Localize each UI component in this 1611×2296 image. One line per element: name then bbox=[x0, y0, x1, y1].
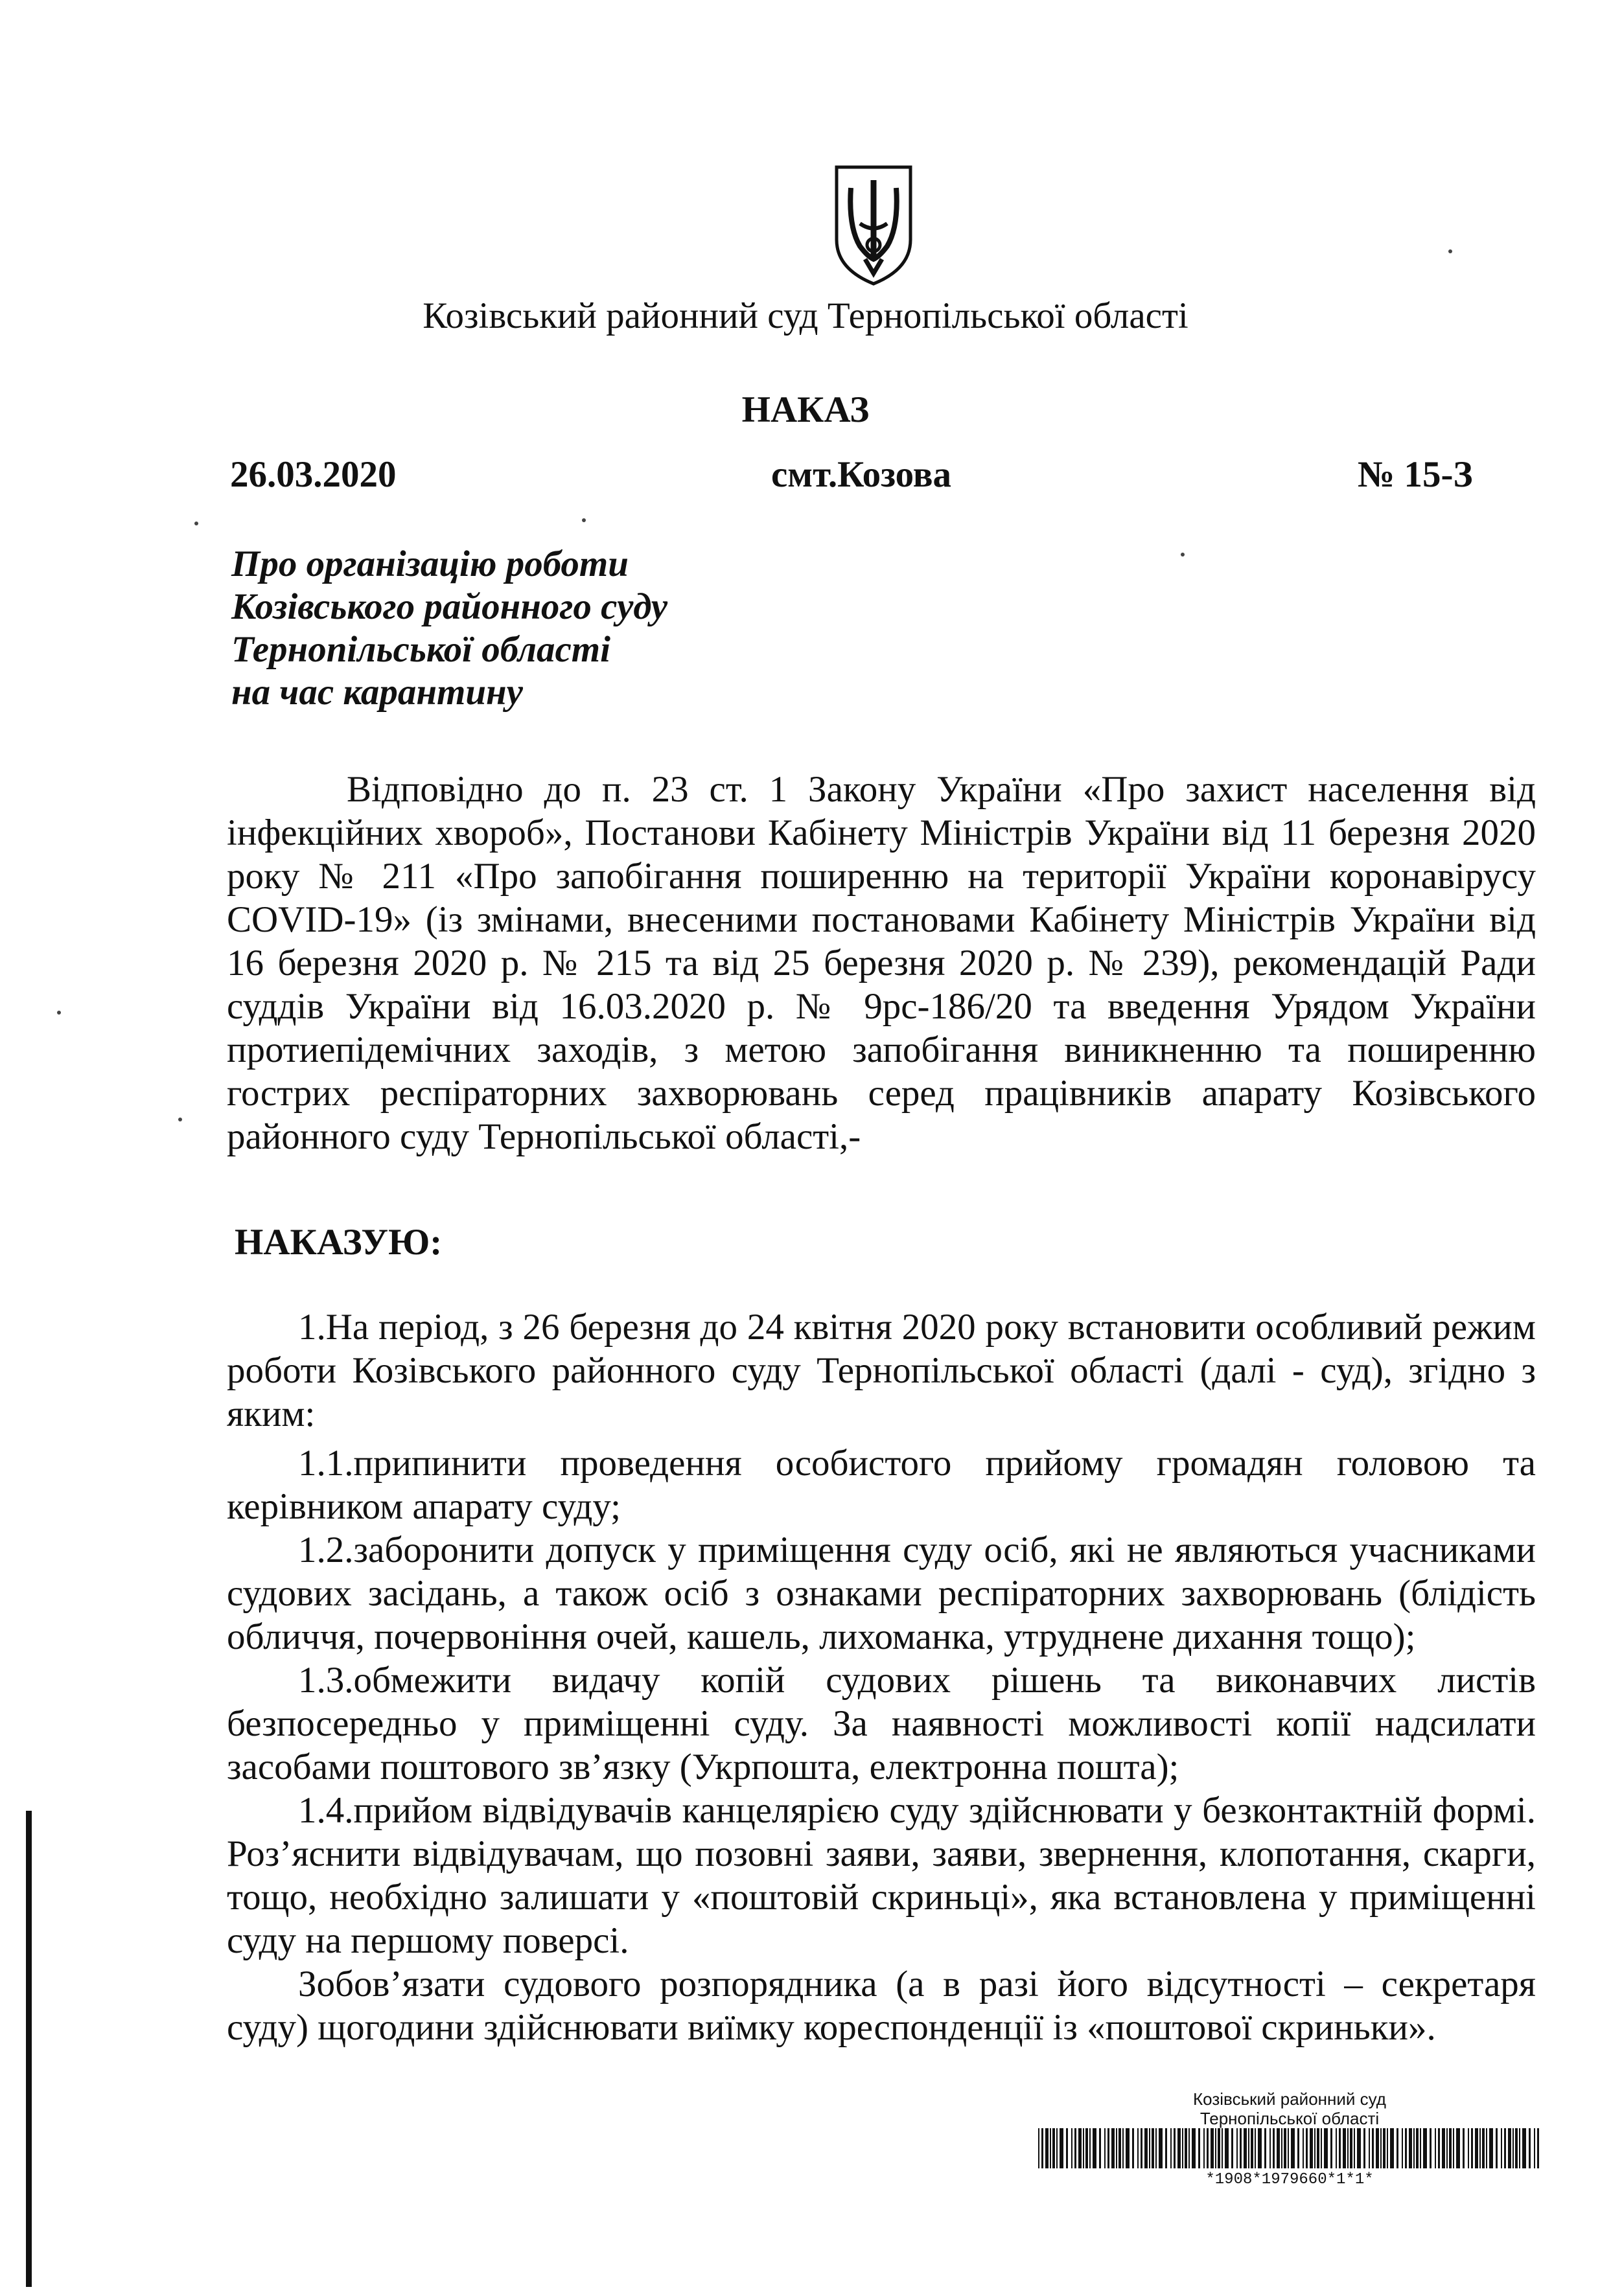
scan-edge-line bbox=[26, 1811, 32, 2287]
barcode-bar bbox=[1218, 2128, 1220, 2168]
stamp-region: Тернопільської області bbox=[1200, 2109, 1380, 2128]
barcode-bar bbox=[1420, 2128, 1421, 2168]
barcode-bar bbox=[1078, 2128, 1082, 2168]
stamp-court-name: Козівський районний суд bbox=[1193, 2089, 1386, 2109]
barcode-bar bbox=[1317, 2128, 1319, 2168]
barcode-bar bbox=[1188, 2128, 1190, 2168]
scan-speck bbox=[1448, 249, 1452, 253]
barcode-bar bbox=[1182, 2128, 1183, 2168]
barcode-bar bbox=[1397, 2128, 1398, 2168]
barcode-bar bbox=[1038, 2128, 1039, 2168]
barcode-number: *1908*1979660*1*1* bbox=[1205, 2171, 1374, 2188]
item-1-paragraph: 1.На період, з 26 березня до 24 квітня 2020 року встановити особливий режим роботи Козівського районного суду Тернопільської області (далі - суд), згідно з яким: bbox=[227, 1307, 1536, 1434]
barcode-bar bbox=[1177, 2128, 1181, 2168]
order-place: смт.Козова bbox=[771, 454, 952, 495]
scan-speck bbox=[57, 1011, 61, 1015]
barcode-bar bbox=[1435, 2128, 1436, 2168]
barcode-bar bbox=[1056, 2128, 1058, 2168]
barcode-bar bbox=[1347, 2128, 1349, 2168]
barcode-bar bbox=[1215, 2128, 1216, 2168]
barcode-bar bbox=[1336, 2128, 1337, 2168]
barcode-bar bbox=[1264, 2128, 1266, 2168]
barcode-bar bbox=[1137, 2128, 1139, 2168]
barcode-bar bbox=[1041, 2128, 1043, 2168]
barcode-bar bbox=[1357, 2128, 1361, 2168]
barcode-bar bbox=[1116, 2128, 1117, 2168]
subject-line: Козівського районного суду bbox=[231, 586, 668, 627]
barcode-bar bbox=[1376, 2128, 1379, 2168]
barcode-bar bbox=[1489, 2128, 1493, 2168]
barcode-bar bbox=[1504, 2128, 1506, 2168]
barcode-bar bbox=[1534, 2128, 1535, 2168]
barcode-bar bbox=[1496, 2128, 1498, 2168]
barcode-bar bbox=[1522, 2128, 1526, 2168]
barcode-bar bbox=[1442, 2128, 1445, 2168]
barcode-bar bbox=[1456, 2128, 1460, 2168]
barcode-bar bbox=[1519, 2128, 1520, 2168]
barcode-bar bbox=[1083, 2128, 1084, 2168]
barcode-bar bbox=[1501, 2128, 1502, 2168]
barcode-bar bbox=[1314, 2128, 1315, 2168]
barcode-bar bbox=[1273, 2128, 1275, 2168]
barcode-bar bbox=[1222, 2128, 1223, 2168]
barcode-bar bbox=[1159, 2128, 1163, 2168]
barcode-bar bbox=[1066, 2128, 1068, 2168]
barcode-bar bbox=[1231, 2128, 1233, 2168]
barcode-bar bbox=[1321, 2128, 1322, 2168]
barcode-bar bbox=[1277, 2128, 1280, 2168]
order-date: 26.03.2020 bbox=[230, 454, 397, 495]
barcode-bar bbox=[1479, 2128, 1481, 2168]
court-name: Козівський районний суд Тернопільської області bbox=[423, 295, 1188, 336]
barcode-bar bbox=[1050, 2128, 1051, 2168]
barcode-bar bbox=[1310, 2128, 1313, 2168]
barcode-bar bbox=[1251, 2128, 1253, 2168]
barcode-bar bbox=[1240, 2128, 1242, 2168]
coat-of-arms-emblem bbox=[831, 162, 916, 288]
barcode-bar bbox=[1152, 2128, 1154, 2168]
barcode-bar bbox=[1132, 2128, 1134, 2168]
barcode-bar bbox=[1405, 2128, 1407, 2168]
barcode-bar bbox=[1089, 2128, 1091, 2168]
subitem-1-2: 1.2.заборонити допуск у приміщення суду осіб, які не являються учасниками судових засідань, а також осіб з ознаками респіраторних захворювань (блідість обличчя, почервоніння очей, кашель, лихоманка, утруднене дихання тощо); bbox=[227, 1530, 1536, 1657]
barcode-bar bbox=[1099, 2128, 1101, 2168]
barcode-bar bbox=[1508, 2128, 1511, 2168]
barcode-bar bbox=[1537, 2128, 1539, 2168]
barcode-bar bbox=[1423, 2128, 1427, 2168]
barcode-bar bbox=[1225, 2128, 1229, 2168]
barcode-bar bbox=[1122, 2128, 1124, 2168]
barcode-bar bbox=[1446, 2128, 1448, 2168]
barcode-bar bbox=[1192, 2128, 1196, 2168]
subject-line: Про організацію роботи bbox=[231, 544, 629, 584]
barcode-bar bbox=[1306, 2128, 1308, 2168]
barcode-bar bbox=[1269, 2128, 1271, 2168]
barcode-bar bbox=[1052, 2128, 1055, 2168]
barcode-bar bbox=[1369, 2128, 1370, 2168]
barcode-bar bbox=[1453, 2128, 1454, 2168]
registration-stamp bbox=[1037, 2089, 1542, 2199]
barcode-bar bbox=[1211, 2128, 1214, 2168]
barcode-bar bbox=[1207, 2128, 1209, 2168]
barcode-bar bbox=[1438, 2128, 1440, 2168]
scan-speck bbox=[582, 518, 586, 522]
order-title: НАКАЗ bbox=[741, 389, 870, 430]
barcode-bar bbox=[1363, 2128, 1365, 2168]
barcode-bar bbox=[1402, 2128, 1403, 2168]
barcode-bar bbox=[1118, 2128, 1121, 2168]
barcode-bar bbox=[1149, 2128, 1150, 2168]
barcode-bar bbox=[1284, 2128, 1286, 2168]
barcode-bar bbox=[1387, 2128, 1388, 2168]
barcode-image bbox=[1037, 2128, 1542, 2168]
barcode-bar bbox=[1413, 2128, 1415, 2168]
subitem-obligation: Зобов’язати судового розпорядника (а в разі його відсутності – секретаря суду) щогодини здійснювати виїмку кореспонденції із «поштової скриньки». bbox=[227, 1964, 1536, 2048]
scan-speck bbox=[194, 522, 198, 525]
barcode-bar bbox=[1486, 2128, 1487, 2168]
barcode-bar bbox=[1104, 2128, 1106, 2168]
barcode-bar bbox=[1303, 2128, 1304, 2168]
scan-speck bbox=[178, 1118, 182, 1121]
barcode-bar bbox=[1071, 2128, 1072, 2168]
barcode-bar bbox=[1343, 2128, 1346, 2168]
barcode-bar bbox=[1449, 2128, 1452, 2168]
order-number: № 15-З bbox=[1358, 454, 1473, 495]
barcode-bar bbox=[1236, 2128, 1238, 2168]
barcode-bar bbox=[1281, 2128, 1282, 2168]
barcode-bar bbox=[1529, 2128, 1531, 2168]
barcode-bar bbox=[1468, 2128, 1469, 2168]
barcode-bar bbox=[1430, 2128, 1431, 2168]
barcode-bar bbox=[1045, 2128, 1049, 2168]
barcode-bar bbox=[1060, 2128, 1063, 2168]
barcode-bar bbox=[1244, 2128, 1247, 2168]
barcode-bar bbox=[1475, 2128, 1478, 2168]
barcode-bar bbox=[1350, 2128, 1352, 2168]
barcode-bar bbox=[1297, 2128, 1299, 2168]
barcode-bar bbox=[1198, 2128, 1200, 2168]
barcode-bar bbox=[1354, 2128, 1355, 2168]
subject-line: на час карантину bbox=[231, 672, 523, 713]
barcode-bar bbox=[1512, 2128, 1514, 2168]
barcode-bar bbox=[1203, 2128, 1205, 2168]
barcode-bar bbox=[1085, 2128, 1088, 2168]
barcode-bar bbox=[1255, 2128, 1256, 2168]
barcode-bar bbox=[1409, 2128, 1412, 2168]
barcode-bar bbox=[1170, 2128, 1172, 2168]
barcode-bar bbox=[1383, 2128, 1385, 2168]
barcode-bar bbox=[1463, 2128, 1465, 2168]
barcode-bar bbox=[1248, 2128, 1249, 2168]
scan-speck bbox=[1181, 553, 1185, 557]
barcode-bar bbox=[1074, 2128, 1076, 2168]
barcode-bar bbox=[1126, 2128, 1130, 2168]
barcode-bar bbox=[1372, 2128, 1374, 2168]
order-directive-heading: НАКАЗУЮ: bbox=[235, 1222, 443, 1263]
barcode-bar bbox=[1174, 2128, 1176, 2168]
barcode-bar bbox=[1111, 2128, 1115, 2168]
subitem-1-1: 1.1.припинити проведення особистого прийому громадян головою та керівником апарату суду; bbox=[227, 1443, 1536, 1527]
barcode-bar bbox=[1165, 2128, 1167, 2168]
barcode-bar bbox=[1141, 2128, 1142, 2168]
barcode-bar bbox=[1185, 2128, 1187, 2168]
barcode-bar bbox=[1482, 2128, 1485, 2168]
barcode-bar bbox=[1416, 2128, 1419, 2168]
barcode-bar bbox=[1390, 2128, 1394, 2168]
barcode-bar bbox=[1288, 2128, 1289, 2168]
barcode-bar bbox=[1471, 2128, 1473, 2168]
barcode-bar bbox=[1107, 2128, 1109, 2168]
subject-line: Тернопільської області bbox=[231, 629, 610, 670]
subitems-list bbox=[227, 1441, 1536, 2049]
barcode-bar bbox=[1144, 2128, 1148, 2168]
barcode-bar bbox=[1093, 2128, 1096, 2168]
barcode-bar bbox=[1258, 2128, 1262, 2168]
subitem-1-4: 1.4.прийом відвідувачів канцелярією суду здійснювати у безконтактній формі. Роз’яснити відвідувачам, що позовні заяви, заяви, звернення, клопотання, скарги, тощо, необхідно залишати у «поштовій скриньці», яка встановлена у приміщенні суду на першому поверсі. bbox=[227, 1790, 1536, 1961]
barcode-bar bbox=[1324, 2128, 1328, 2168]
barcode-bar bbox=[1380, 2128, 1382, 2168]
barcode-bar bbox=[1155, 2128, 1157, 2168]
subitem-1-3: 1.3.обмежити видачу копій судових рішень та виконавчих листів безпосередньо у приміщенні суду. За наявності можливості копії надсилати засобами поштового зв’язку (Укрпошта, електронна пошта); bbox=[227, 1660, 1536, 1787]
barcode-bar bbox=[1515, 2128, 1518, 2168]
barcode-bar bbox=[1339, 2128, 1341, 2168]
preamble-paragraph: Відповідно до п. 23 ст. 1 Закону України «Про захист населення від інфекційних хвороб», Постанови Кабінету Міністрів України від 11 березня 2020 року № 211 «Про запобігання поширенню на території України коронавірусу COVID-19» (із змінами, внесеними постановами Кабінету Міністрів України від 16 березня 2020 р. № 215 та від 25 березня 2020 р. № 239), рекомендацій Ради суддів України від 16.03.2020 р. № 9рс-186/20 та введення Урядом України протиепідемічних заходів, з метою запобігання виникненню та поширенню гострих респіраторних захворювань серед працівників апарату Козівського районного суду Тернопільської області,- bbox=[227, 769, 1536, 1157]
order-subject bbox=[231, 543, 667, 714]
barcode-bar bbox=[1291, 2128, 1295, 2168]
barcode-bar bbox=[1330, 2128, 1332, 2168]
